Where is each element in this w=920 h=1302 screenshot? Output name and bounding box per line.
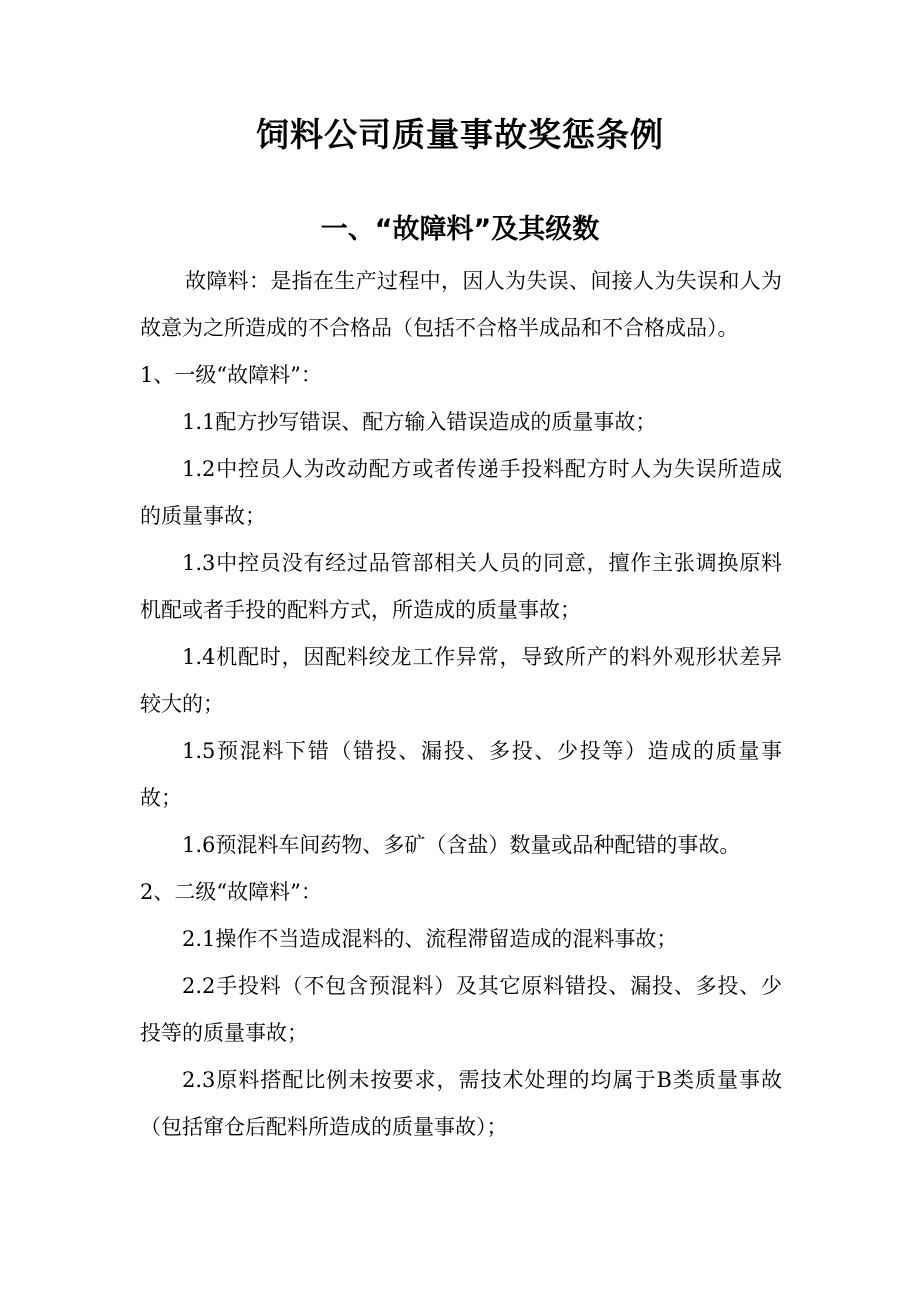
level1-item: 1.5预混料下错（错投、漏投、多投、少投等）造成的质量事故； xyxy=(140,739,782,810)
level1-item: 1.2中控员人为改动配方或者传递手投料配方时人为失误所造成的质量事故； xyxy=(140,457,782,528)
document-body xyxy=(140,258,782,1151)
level2-item: 2.3原料搭配比例未按要求，需技术处理的均属于B类质量事故（包括窜仓后配料所造成的质量事故）； xyxy=(140,1068,782,1139)
level1-item: 1.3中控员没有经过品管部相关人员的同意，擅作主张调换原料机配或者手投的配料方式，所造成的质量事故； xyxy=(140,551,782,622)
level2-item: 2.1操作不当造成混料的、流程滞留造成的混料事故； xyxy=(182,927,678,951)
level2-item: 2.2手投料（不包含预混料）及其它原料错投、漏投、多投、少投等的质量事故； xyxy=(140,974,782,1045)
document-title: 饲料公司质量事故奖惩条例 xyxy=(256,115,664,154)
intro-paragraph: 故障料：是指在生产过程中，因人为失误、间接人为失误和人为故意为之所造成的不合格品（包括不合格半成品和不合格成品）。 xyxy=(140,269,782,340)
level1-item: 1.1配方抄写错误、配方输入错误造成的质量事故； xyxy=(182,410,657,434)
level1-item: 1.6预混料车间药物、多矿（含盐）数量或品种配错的事故。 xyxy=(182,833,741,857)
level2-heading: 2、二级“故障料”： xyxy=(140,880,322,904)
section-heading: 一、“故障料”及其级数 xyxy=(320,214,600,245)
level1-heading: 1、一级“故障料”： xyxy=(140,363,322,387)
level1-item: 1.4机配时，因配料绞龙工作异常，导致所产的料外观形状差异较大的； xyxy=(140,645,782,716)
